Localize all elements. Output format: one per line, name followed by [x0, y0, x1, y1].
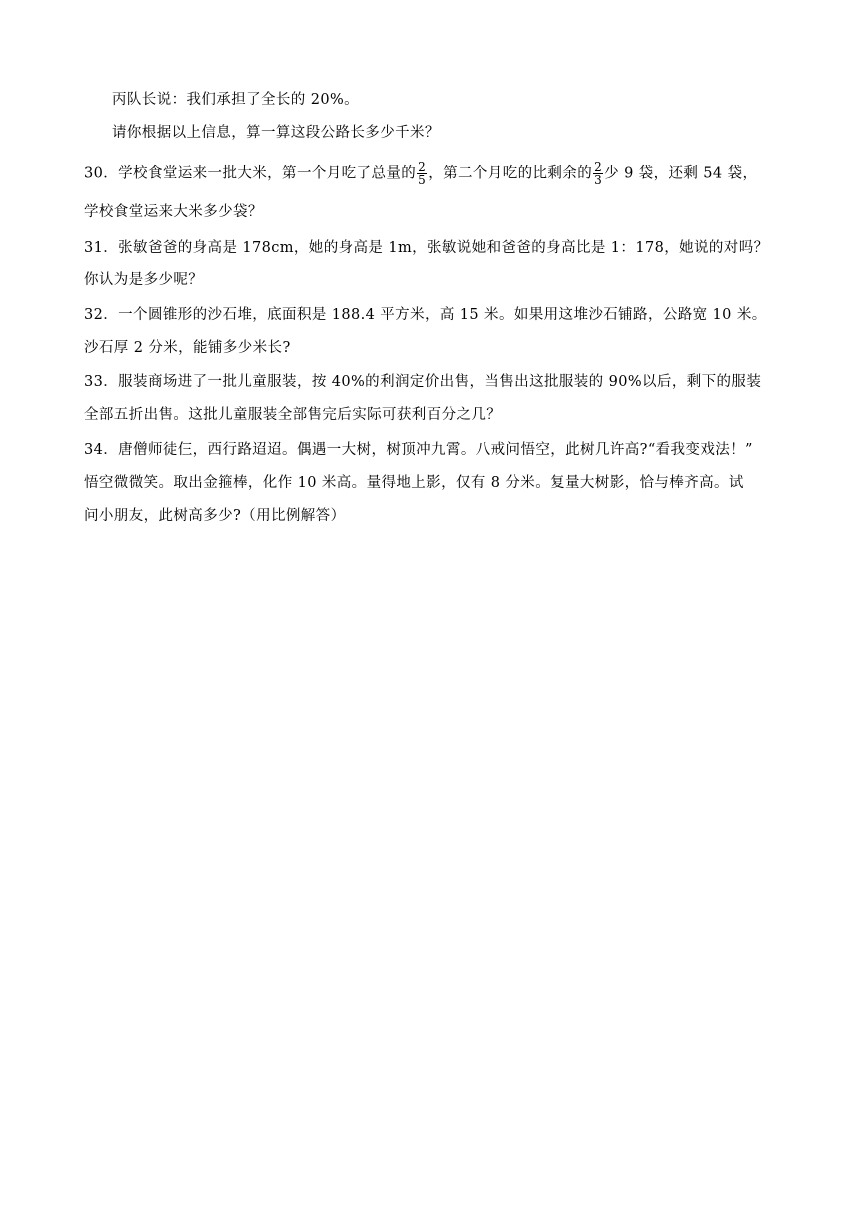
- question-34-line-3: 问小朋友，此树高多少?（用比例解答）: [84, 508, 346, 524]
- intro-line-1: 丙队长说：我们承担了全长的 20%。: [112, 92, 360, 108]
- question-34-line-2: 悟空微微笑。取出金箍棒，化作 10 米高。量得地上影，仅有 8 分米。复量大树影，恰与棒齐高。试: [84, 475, 744, 491]
- question-31-line-1: 31．张敏爸爸的身高是 178cm，她的身高是 1m，张敏说她和爸爸的身高比是 1：178，她说的对吗？: [84, 240, 769, 256]
- question-31-line-2: 你认为是多少呢？: [84, 272, 204, 288]
- question-30-text-a: 30．学校食堂运来一批大米，第一个月吃了总量的: [84, 165, 417, 182]
- fraction-numerator: 2: [418, 160, 427, 174]
- fraction-denominator: 5: [418, 173, 427, 187]
- question-30-line-1: [84, 161, 757, 186]
- question-30-text-b: ，第二个月吃的比剩余的: [428, 165, 593, 182]
- question-32-line-1: 32．一个圆锥形的沙石堆，底面积是 188.4 平方米，高 15 米。如果用这堆沙石铺路，公路宽 10 米。: [84, 307, 767, 323]
- fraction-denominator: 3: [594, 173, 603, 187]
- question-32-line-2: 沙石厚 2 分米，能铺多少米长?: [84, 340, 291, 356]
- question-33-line-1: 33．服装商场进了一批儿童服装，按 40%的利润定价出售，当售出这批服装的 90%以后，剩下的服装: [84, 374, 762, 390]
- fraction-two-fifths: [417, 161, 427, 186]
- fraction-numerator: 2: [594, 160, 603, 174]
- question-30-text-c: 少 9 袋，还剩 54 袋，: [604, 165, 758, 182]
- question-34-line-1: 34．唐僧师徒仨，西行路迢迢。偶遇一大树，树顶冲九霄。八戒问悟空，此树几许高?“看我变戏法！”: [84, 442, 753, 458]
- question-33-line-2: 全部五折出售。这批儿童服装全部售完后实际可获利百分之几？: [84, 407, 502, 423]
- intro-line-2: 请你根据以上信息，算一算这段公路长多少千米？: [112, 125, 440, 141]
- question-30-line-2: 学校食堂运来大米多少袋？: [84, 204, 263, 220]
- fraction-two-thirds: [593, 161, 603, 186]
